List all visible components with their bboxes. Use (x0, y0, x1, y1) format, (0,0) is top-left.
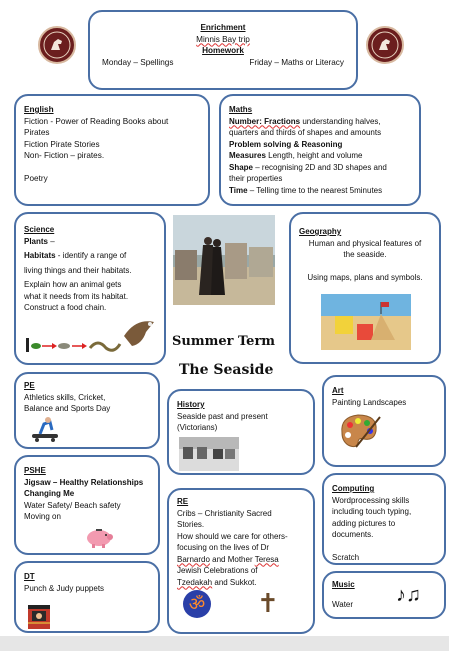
maths-heading: Maths (229, 105, 253, 114)
computing-box: Computing Wordprocessing skills including touch typing, adding pictures to documents. Scratch (322, 473, 446, 565)
english-line (24, 162, 200, 174)
enrichment-heading: Enrichment (200, 23, 246, 32)
english-line: Non- Fiction – pirates. (24, 151, 105, 160)
history-heading: History (177, 400, 205, 409)
om-icon: ॐ (183, 590, 211, 618)
music-notes-icon: ♪♫ (396, 584, 421, 606)
music-heading: Music (332, 580, 355, 589)
english-line: Pirates (24, 128, 50, 137)
summer-term-title: Summer Term (172, 334, 276, 349)
science-heading: Science (24, 225, 55, 234)
sandcastle-beach-photo (321, 294, 411, 350)
paint-palette-icon (336, 411, 382, 451)
maths-problem-solving: Problem solving & Reasoning (229, 139, 343, 149)
maths-box: Maths Number: Fractions understanding halves, quarters and thirds of shapes and amounts Problem solving & Reasoning Measures Length, height and volume Shape – recognising 2D and 3D shapes and their properties Time – Telling time to the nearest 5minutes (219, 94, 421, 206)
art-heading: Art (332, 386, 344, 395)
dt-box: DT Punch & Judy puppets (14, 561, 160, 633)
english-box (14, 94, 210, 206)
english-line: Fiction - Power of Reading Books about (24, 116, 169, 126)
homework-monday: Monday – Spellings (102, 57, 174, 67)
re-heading: RE (177, 497, 189, 506)
school-logo-left (38, 26, 76, 64)
enrichment-trip: Minnis Bay trip (196, 34, 250, 44)
history-box: History Seaside past and present (Victorians) (167, 389, 315, 475)
dt-heading: DT (24, 572, 35, 581)
geography-heading: Geography (299, 227, 342, 236)
geography-box: Geography Human and physical features of the seaside. Using maps, plans and symbols. (289, 212, 441, 364)
english-line: Poetry (24, 174, 48, 183)
enrichment-box (88, 10, 358, 90)
skateboarder-icon (28, 416, 64, 444)
computing-heading: Computing (332, 484, 375, 493)
pe-heading: PE (24, 381, 35, 390)
school-logo-right (366, 26, 404, 64)
maths-number-label: Number: Fractions (229, 116, 301, 126)
food-chain-icon (24, 314, 164, 356)
punch-and-judy-booth-icon (26, 603, 52, 629)
piggy-bank-icon (84, 525, 114, 549)
re-box: RE Cribs – Christianity Sacred Stories. How should we care for others- focusing on the lives of Dr Barnardo and Mother Teresa Jewish Celebrations of Tzedakah and Sukkot. ॐ ✝ (167, 488, 315, 634)
seaside-title: The Seaside (179, 362, 274, 378)
pshe-box: PSHE Jigsaw – Healthy Relationships Changing Me Water Safety/ Beach safety Moving on (14, 455, 160, 555)
music-box: Music Water ♪♫ (322, 571, 446, 619)
victorian-seaside-photo (173, 215, 275, 305)
homework-friday: Friday – Maths or Literacy (249, 57, 344, 67)
english-line: Fiction Pirate Stories (24, 139, 100, 149)
english-heading: English (24, 105, 54, 114)
pshe-heading: PSHE (24, 466, 46, 475)
horse-logo-icon (42, 30, 72, 60)
horse-logo-icon (370, 30, 400, 60)
victorian-beach-photo (179, 437, 239, 471)
homework-heading: Homework (202, 46, 244, 55)
cross-icon: ✝ (257, 588, 279, 618)
science-box: Science Plants – Habitats - identify a range of living things and their habitats. Explain how an animal gets what it needs from its habitat. Construct a food chain. (14, 212, 166, 365)
window-bottom-bar (0, 636, 449, 651)
pe-box: PE Athletics skills, Cricket, Balance and Sports Day (14, 372, 160, 449)
art-box: Art Painting Landscapes (322, 375, 446, 467)
